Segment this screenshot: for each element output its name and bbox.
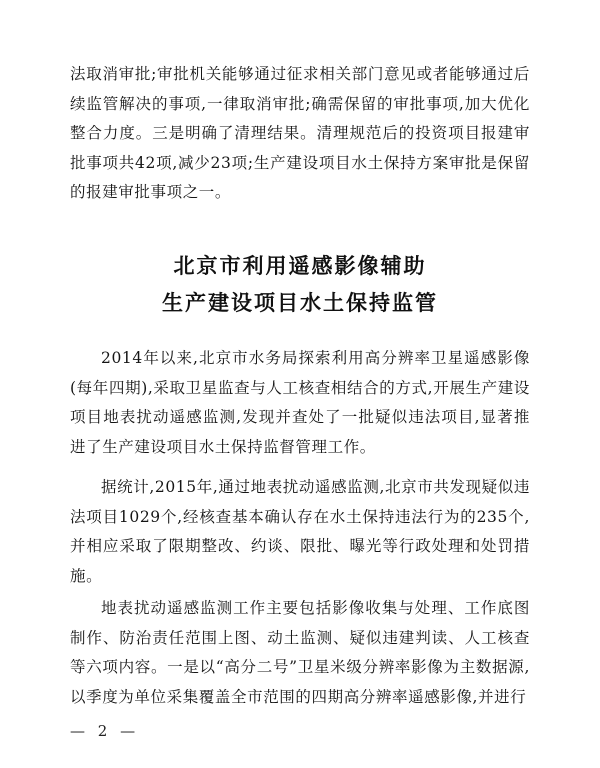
- body-paragraph-3: 地表扰动遥感监测工作主要包括影像收集与处理、工作底图制作、防治责任范围上图、动土监测、疑似违建判读、人工核查等六项内容。一是以“高分二号”卫星米级分辨率影像为主数据源,以季度为单位采集覆盖全市范围的四期高分辨率遥感影像,并进行: [70, 599, 530, 706]
- body-paragraph-1: 2014年以来,北京市水务局探索利用高分辨率卫星遥感影像(每年四期),采取卫星监查与人工核查相结合的方式,开展生产建设项目地表扰动遥感监测,发现并查处了一批疑似违法项目,显著推进了生产建设项目水土保持监督管理工作。: [70, 349, 530, 456]
- continued-paragraph: 法取消审批;审批机关能够通过征求相关部门意见或者能够通过后续监管解决的事项,一律取消审批;确需保留的审批事项,加大优化整合力度。三是明确了清理结果。清理规范后的投资项目报建审批事项共42项,减少23项;生产建设项目水土保持方案审批是保留的报建审批事项之一。: [70, 65, 530, 201]
- section-heading-line-1: 北京市利用遥感影像辅助: [173, 254, 427, 278]
- body-paragraph-2: 据统计,2015年,通过地表扰动遥感监测,北京市共发现疑似违法项目1029个,经核查基本确认存在水土保持违法行为的235个,并相应采取了限期整改、约谈、限批、曝光等行政处理和处罚措施。: [70, 478, 530, 585]
- page-number: — 2 —: [70, 722, 140, 740]
- section-heading-line-2: 生产建设项目水土保持监管: [162, 291, 438, 315]
